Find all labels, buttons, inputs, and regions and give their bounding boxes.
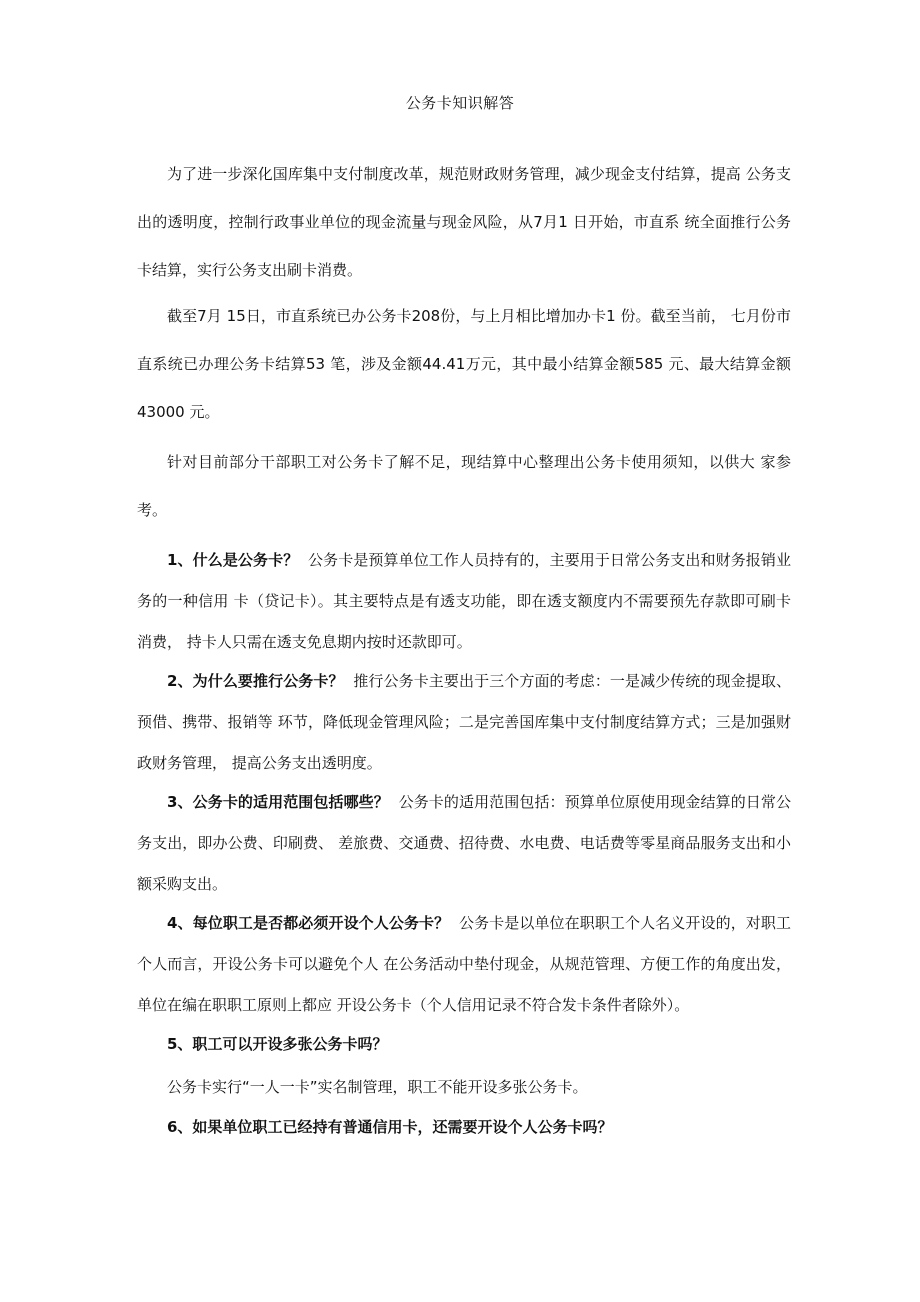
qa-question-3: 3、公务卡的适用范围包括哪些？	[167, 793, 389, 811]
qa-item-3	[137, 782, 791, 905]
intro-paragraph: 为了进一步深化国库集中支付制度改革，规范财政财务管理，减少现金支付结算，提高 公务支出的透明度，控制行政事业单位的现金流量与现金风险，从7月1 日开始，市直系 统全面推行公务卡结算，实行公务支出刷卡消费。	[137, 165, 791, 279]
qa-question-4: 4、每位职工是否都必须开设个人公务卡？	[167, 914, 450, 932]
notice-paragraph: 针对目前部分干部职工对公务卡了解不足，现结算中心整理出公务卡使用须知，以供大 家参考。	[137, 453, 791, 519]
qa-answer-2: 推行公务卡主要出于三个方面的考虑：一是减少传统的现金提取、预借、携带、报销等 环节，降低现金管理风险；二是完善国库集中支付制度结算方式；三是加强财政财务管理， 提高公务支出透明度。	[137, 672, 791, 772]
qa-question-6: 6、如果单位职工已经持有普通信用卡，还需要开设个人公务卡吗？	[167, 1118, 613, 1136]
qa-answer-3: 公务卡的适用范围包括：预算单位原使用现金结算的日常公务支出，即办公费、印刷费、 差旅费、交通费、招待费、水电费、电话费等零星商品服务支出和小额采购支出。	[137, 793, 791, 893]
statistics-paragraph: 截至7月 15日，市直系统已办公务卡208份，与上月相比增加办卡1 份。截至当前， 七月份市直系统已办理公务卡结算53 笔，涉及金额44.41万元，其中最小结算金额585 元、最大结算金额43000 元。	[137, 307, 791, 421]
qa-answer-5: 公务卡实行“一人一卡”实名制管理，职工不能开设多张公务卡。	[167, 1078, 588, 1096]
qa-item-5-question	[137, 1024, 791, 1065]
qa-item-4	[137, 903, 791, 1026]
qa-item-2	[137, 661, 791, 784]
qa-question-5: 5、职工可以开设多张公务卡吗？	[167, 1035, 388, 1053]
qa-item-1	[137, 540, 791, 663]
qa-answer-4: 公务卡是以单位在职职工个人名义开设的，对职工个人而言，开设公务卡可以避免个人 在公务活动中垫付现金，从规范管理、方便工作的角度出发，单位在编在职职工原则上都应 开设公务卡（个人信用记录不符合发卡条件者除外）。	[137, 914, 791, 1014]
qa-answer-1: 公务卡是预算单位工作人员持有的，主要用于日常公务支出和财务报销业务的一种信用 卡（贷记卡）。其主要特点是有透支功能，即在透支额度内不需要预先存款即可刷卡消费， 持卡人只需在透支免息期内按时还款即可。	[137, 551, 791, 651]
qa-item-6-question	[137, 1107, 791, 1148]
qa-question-1: 1、什么是公务卡？	[167, 551, 299, 569]
qa-question-2: 2、为什么要推行公务卡？	[167, 672, 344, 690]
document-title: 公务卡知识解答	[405, 94, 515, 112]
qa-item-5-answer	[137, 1067, 791, 1108]
